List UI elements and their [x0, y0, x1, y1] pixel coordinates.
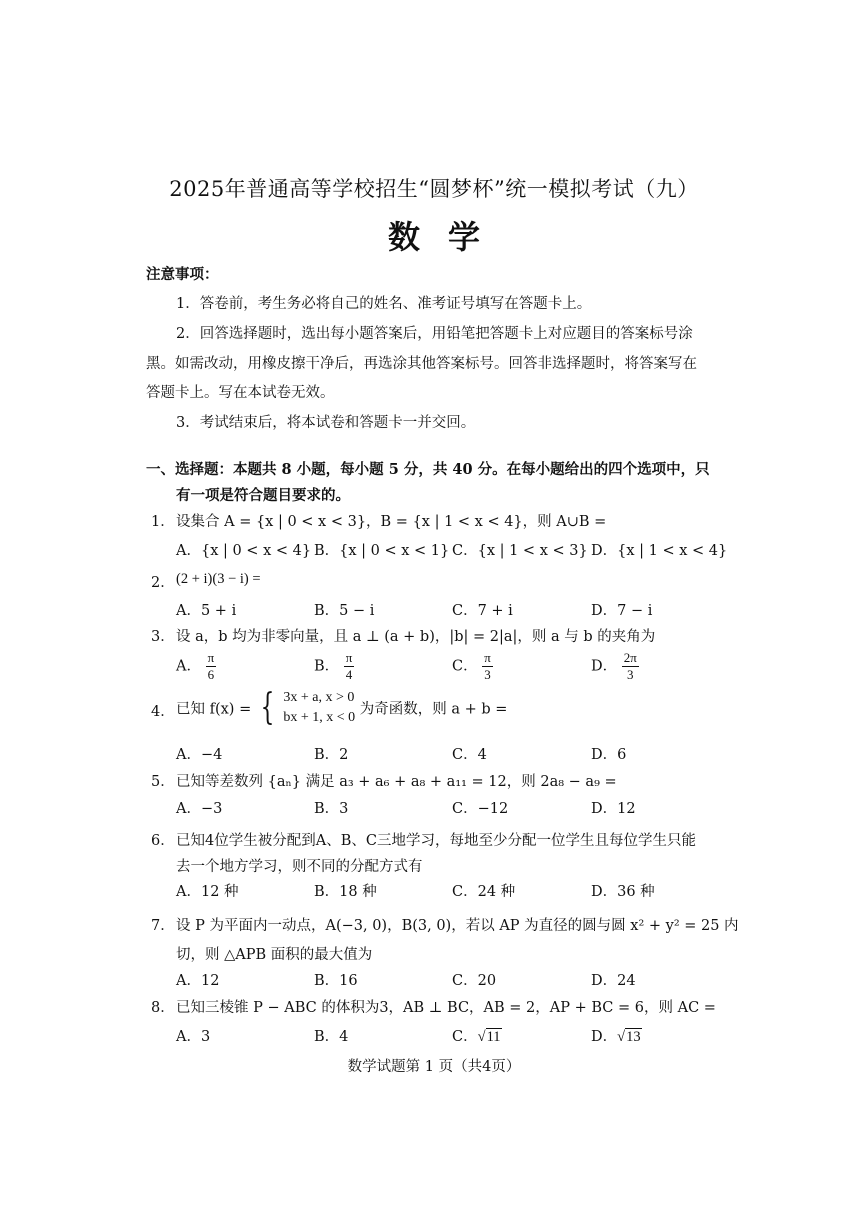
q5-option-b: B．3	[314, 801, 349, 817]
q5-option-a: A．−3	[176, 801, 223, 817]
q7-stem-line-2: 切，则 △APB 面积的最大值为	[176, 947, 373, 963]
q8-option-d-label: D．	[591, 1029, 618, 1045]
q7-number: 7．	[151, 918, 175, 934]
q7-option-c: C．20	[452, 973, 497, 989]
q4-cases	[283, 688, 355, 728]
q1-option-c: C．{x | 1 < x < 3}	[452, 543, 588, 559]
q2-stem: (2 + i)(3 − i) =	[176, 571, 261, 587]
q6-stem-line-2: 去一个地方学习，则不同的分配方式有	[176, 859, 423, 875]
q2-option-d: D．7 − i	[591, 603, 653, 619]
q3-option-a-label: A．	[176, 658, 201, 675]
q8-option-c-sqrt: √11	[477, 1029, 501, 1045]
page-footer: 数学试题第 1 页（共4页）	[347, 1059, 521, 1075]
q2-option-b: B．5 − i	[314, 603, 375, 619]
q3-stem: 设 a，b 均为非零向量，且 a ⊥ (a + b)，|b| = 2|a|，则 a 与 b 的夹角为	[176, 629, 656, 645]
q4-number: 4．	[151, 704, 175, 720]
q4-suffix: 为奇函数，则 a + b =	[359, 701, 508, 718]
q3-option-a	[176, 650, 216, 683]
q7-option-a: A．12	[176, 973, 220, 989]
q6-option-d: D．36 种	[591, 884, 655, 900]
notice-heading: 注意事项：	[146, 266, 219, 283]
q7-stem-line-1: 设 P 为平面内一动点，A(−3, 0)，B(3, 0)，若以 AP 为直径的圆与圆 x² + y² = 25 内	[176, 918, 739, 934]
q3-option-d-label: D．	[591, 658, 618, 675]
notice-item-2-line-1: 2．回答选择题时，选出每小题答案后，用铅笔把答题卡上对应题目的答案标号涂	[176, 326, 693, 342]
q3-option-b-fraction: $\frac{\pi}{4}$	[345, 650, 353, 682]
notice-item-2-line-3: 答题卡上。写在本试卷无效。	[146, 385, 335, 401]
q8-stem: 已知三棱锥 P − ABC 的体积为3，AB ⊥ BC，AB = 2，AP + BC = 6，则 AC =	[176, 1000, 716, 1016]
section-heading-line-2: 有一项是符合题目要求的。	[176, 487, 350, 504]
q6-option-a: A．12 种	[176, 884, 239, 900]
q1-option-b: B．{x | 0 < x < 1}	[314, 543, 450, 559]
q4-stem	[176, 688, 507, 728]
q8-option-d	[591, 1025, 642, 1046]
section-heading-line-1: 一、选择题：本题共 8 小题，每小题 5 分，共 40 分。在每小题给出的四个选项中，只	[146, 461, 710, 478]
q3-option-c-label: C．	[452, 658, 478, 675]
q4-case-1: 3x + a, x > 0	[283, 690, 355, 705]
q3-option-c	[452, 650, 493, 683]
q4-option-c: C．4	[452, 747, 487, 763]
q3-option-d	[591, 650, 639, 683]
q4-option-a: A．−4	[176, 747, 223, 763]
q8-option-c	[452, 1025, 502, 1046]
q8-option-c-label: C．	[452, 1029, 478, 1045]
q4-brace: {	[260, 687, 275, 728]
notice-item-3: 3．考试结束后，将本试卷和答题卡一并交回。	[176, 415, 476, 431]
q8-option-b: B．4	[314, 1029, 349, 1045]
q7-option-b: B．16	[314, 973, 358, 989]
q8-option-a: A．3	[176, 1029, 211, 1045]
q3-option-b	[314, 650, 354, 683]
q3-option-a-fraction: $\frac{\pi}{6}$	[207, 650, 215, 682]
q5-stem: 已知等差数列 {aₙ} 满足 a₃ + a₆ + a₈ + a₁₁ = 12，则 2a₈ − a₉ =	[176, 774, 617, 790]
q5-number: 5．	[151, 774, 175, 790]
q4-case-2: bx + 1, x < 0	[283, 710, 356, 725]
q4-option-b: B．2	[314, 747, 349, 763]
q5-option-c: C．−12	[452, 801, 509, 817]
notice-item-2-line-2: 黑。如需改动，用橡皮擦干净后，再选涂其他答案标号。回答非选择题时，将答案写在	[146, 356, 697, 372]
q1-option-d: D．{x | 1 < x < 4}	[591, 543, 728, 559]
q2-number: 2．	[151, 575, 175, 591]
q8-option-d-sqrt: √13	[617, 1029, 641, 1045]
q3-number: 3．	[151, 629, 175, 645]
q6-number: 6．	[151, 833, 175, 849]
q6-stem-line-1: 已知4位学生被分配到A、B、C三地学习，每地至少分配一位学生且每位学生只能	[176, 833, 696, 849]
q2-option-a: A．5 + i	[176, 603, 237, 619]
subject-title: 数学	[387, 218, 508, 256]
q1-option-a: A．{x | 0 < x < 4}	[176, 543, 312, 559]
q2-option-c: C．7 + i	[452, 603, 513, 619]
q4-option-d: D．6	[591, 747, 627, 763]
q1-stem: 设集合 A = {x | 0 < x < 3}，B = {x | 1 < x < 4}，则 A∪B =	[176, 514, 607, 530]
q8-number: 8．	[151, 1000, 175, 1016]
q5-option-d: D．12	[591, 801, 636, 817]
q6-option-c: C．24 种	[452, 884, 516, 900]
q3-option-b-label: B．	[314, 658, 340, 675]
q4-prefix: 已知 f(x) =	[176, 701, 252, 718]
q3-option-c-fraction: $\frac{\pi}{3}$	[484, 650, 491, 682]
q6-option-b: B．18 种	[314, 884, 377, 900]
exam-title: 2025年普通高等学校招生“圆梦杯”统一模拟考试（九）	[169, 177, 699, 201]
notice-item-1: 1．答卷前，考生务必将自己的姓名、准考证号填写在答题卡上。	[176, 296, 592, 312]
q3-option-d-fraction: $\frac{2\pi}{3}$	[623, 650, 637, 682]
q7-option-d: D．24	[591, 973, 636, 989]
q1-number: 1．	[151, 514, 175, 530]
